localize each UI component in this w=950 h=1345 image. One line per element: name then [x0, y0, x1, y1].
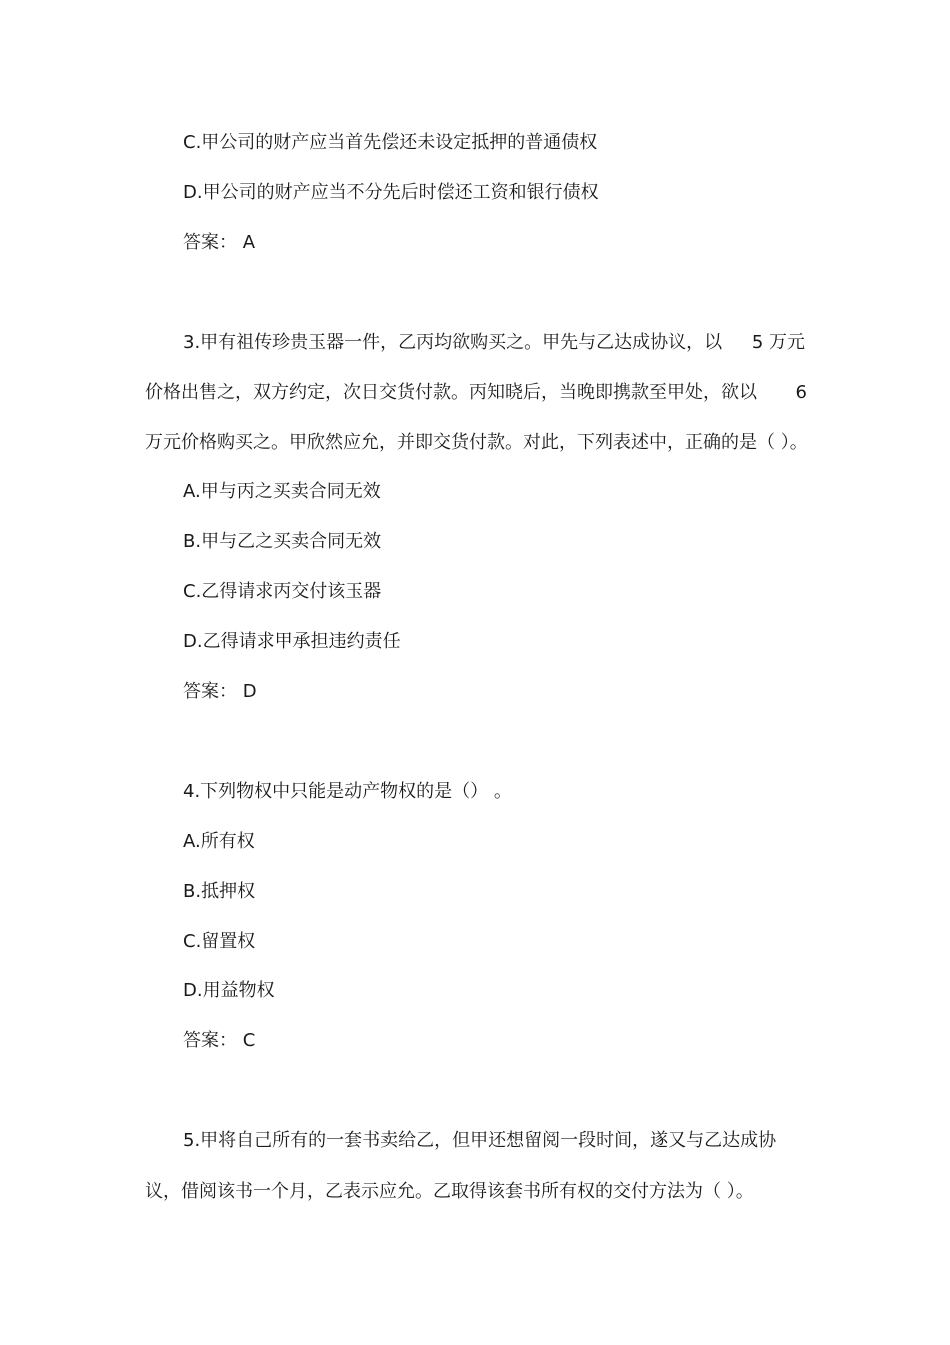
q4-stem: 4.下列物权中只能是动产物权的是（） 。	[183, 781, 512, 802]
q5-stem-line-2: 议，借阅该书一个月，乙表示应允。乙取得该套书所有权的交付方法为（ ）。	[145, 1181, 754, 1202]
q4-option-d: D.用益物权	[183, 980, 275, 1001]
q3-stem-line-3: 万元价格购买之。甲欣然应允，并即交货付款。对此，下列表述中，正确的是（ ）。	[145, 432, 808, 453]
q3-option-a: A.甲与丙之买卖合同无效	[183, 481, 381, 502]
q5-stem-line-1: 5.甲将自己所有的一套书卖给乙，但甲还想留阅一段时间，遂又与乙达成协	[183, 1130, 777, 1151]
q3-stem-line-2-end: 6	[795, 382, 807, 403]
q2-option-c: C.甲公司的财产应当首先偿还未设定抵押的普通债权	[183, 132, 598, 153]
q4-answer: 答案： C	[183, 1030, 256, 1051]
q3-option-d: D.乙得请求甲承担违约责任	[183, 631, 401, 652]
q4-option-a: A.所有权	[183, 831, 255, 852]
q3-stem-line-1-end: 5 万元	[751, 332, 805, 353]
q4-option-b: B.抵押权	[183, 881, 256, 902]
q3-stem-line-2-text: 价格出售之，双方约定，次日交货付款。丙知晓后，当晚即携款至甲处，欲以	[145, 382, 757, 403]
q2-answer: 答案： A	[183, 232, 256, 253]
q3-answer: 答案： D	[183, 681, 257, 702]
q3-option-b: B.甲与乙之买卖合同无效	[183, 531, 382, 552]
q3-option-c: C.乙得请求丙交付该玉器	[183, 581, 382, 602]
q3-stem-line-2	[145, 381, 807, 405]
q3-stem-line-1	[183, 331, 805, 355]
q2-option-d: D.甲公司的财产应当不分先后时偿还工资和银行债权	[183, 182, 599, 203]
q4-option-c: C.留置权	[183, 931, 256, 952]
q3-stem-line-1-text: 3.甲有祖传珍贵玉器一件，乙丙均欲购买之。甲先与乙达成协议，以	[183, 332, 723, 353]
